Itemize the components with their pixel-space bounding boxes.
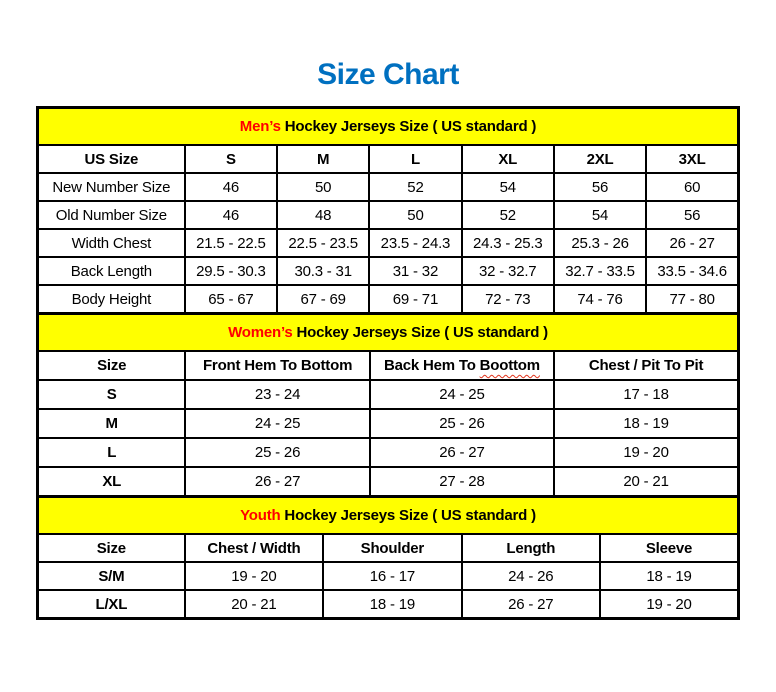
row-label: S/M	[38, 562, 185, 590]
row-label: New Number Size	[38, 173, 185, 201]
mens-section-header	[38, 108, 739, 146]
cell-value: 48	[277, 201, 369, 229]
mens-size-table	[36, 106, 740, 315]
column-header: L	[369, 145, 461, 173]
cell-value: 25 - 26	[185, 438, 369, 467]
cell-value: 31 - 32	[369, 257, 461, 285]
cell-value: 26 - 27	[185, 467, 369, 497]
row-label: L/XL	[38, 590, 185, 619]
row-label: M	[38, 409, 186, 438]
cell-value: 18 - 19	[600, 562, 738, 590]
mens-header-row	[38, 145, 739, 173]
cell-value: 22.5 - 23.5	[277, 229, 369, 257]
row-label: Back Length	[38, 257, 185, 285]
cell-value: 18 - 19	[554, 409, 738, 438]
section-accent-word: Men’s	[239, 118, 281, 135]
size-tables	[36, 106, 740, 620]
cell-value: 26 - 27	[462, 590, 600, 619]
table-row	[38, 380, 739, 409]
cell-value: 30.3 - 31	[277, 257, 369, 285]
section-accent-word: Women’s	[228, 324, 293, 341]
row-label: Old Number Size	[38, 201, 185, 229]
cell-value: 25 - 26	[370, 409, 554, 438]
column-header: Size	[38, 534, 185, 562]
cell-value: 23.5 - 24.3	[369, 229, 461, 257]
section-title-rest: Hockey Jerseys Size ( US standard )	[280, 118, 537, 135]
cell-value: 74 - 76	[554, 285, 646, 314]
cell-value: 21.5 - 22.5	[185, 229, 277, 257]
row-label: S	[38, 380, 186, 409]
column-header: XL	[462, 145, 554, 173]
cell-value: 32 - 32.7	[462, 257, 554, 285]
youth-section-header	[38, 497, 739, 535]
column-header: Size	[38, 351, 186, 380]
table-row	[38, 285, 739, 314]
column-header: Sleeve	[600, 534, 738, 562]
cell-value: 52	[369, 173, 461, 201]
column-header: 2XL	[554, 145, 646, 173]
youth-header-row	[38, 534, 739, 562]
cell-value: 72 - 73	[462, 285, 554, 314]
cell-value: 24 - 26	[462, 562, 600, 590]
column-header: M	[277, 145, 369, 173]
cell-value: 50	[369, 201, 461, 229]
table-row	[38, 467, 739, 497]
youth-section-row	[38, 497, 739, 535]
row-label: L	[38, 438, 186, 467]
page-title: Size Chart	[317, 58, 459, 91]
cell-value: 54	[462, 173, 554, 201]
cell-value: 26 - 27	[370, 438, 554, 467]
row-label: Body Height	[38, 285, 185, 314]
cell-value: 27 - 28	[370, 467, 554, 497]
cell-value: 56	[554, 173, 646, 201]
cell-value: 69 - 71	[369, 285, 461, 314]
misspelled-word: Boottom	[479, 357, 540, 374]
cell-value: 19 - 20	[554, 438, 738, 467]
womens-size-table	[36, 312, 740, 498]
cell-value: 26 - 27	[646, 229, 738, 257]
cell-value: 77 - 80	[646, 285, 738, 314]
womens-section-row	[38, 314, 739, 352]
table-row	[38, 409, 739, 438]
cell-value: 46	[185, 173, 277, 201]
section-title-rest: Hockey Jerseys Size ( US standard )	[280, 507, 536, 524]
column-header: Back Hem To Boottom	[370, 351, 554, 380]
cell-value: 67 - 69	[277, 285, 369, 314]
womens-section-header	[38, 314, 739, 352]
column-header: Shoulder	[323, 534, 461, 562]
cell-value: 19 - 20	[185, 562, 323, 590]
column-header: Chest / Pit To Pit	[554, 351, 738, 380]
cell-value: 56	[646, 201, 738, 229]
cell-value: 32.7 - 33.5	[554, 257, 646, 285]
cell-value: 65 - 67	[185, 285, 277, 314]
cell-value: 20 - 21	[185, 590, 323, 619]
table-row	[38, 201, 739, 229]
cell-value: 24.3 - 25.3	[462, 229, 554, 257]
cell-value: 17 - 18	[554, 380, 738, 409]
cell-value: 19 - 20	[600, 590, 738, 619]
cell-value: 18 - 19	[323, 590, 461, 619]
section-title-rest: Hockey Jerseys Size ( US standard )	[292, 324, 548, 341]
column-header: Chest / Width	[185, 534, 323, 562]
column-header: US Size	[38, 145, 185, 173]
row-label: XL	[38, 467, 186, 497]
cell-value: 46	[185, 201, 277, 229]
cell-value: 20 - 21	[554, 467, 738, 497]
table-row	[38, 257, 739, 285]
cell-value: 23 - 24	[185, 380, 369, 409]
column-header: S	[185, 145, 277, 173]
cell-value: 60	[646, 173, 738, 201]
table-row	[38, 438, 739, 467]
cell-value: 54	[554, 201, 646, 229]
mens-section-row	[38, 108, 739, 146]
cell-value: 24 - 25	[185, 409, 369, 438]
column-header: Length	[462, 534, 600, 562]
table-row	[38, 173, 739, 201]
table-row	[38, 590, 739, 619]
table-row	[38, 562, 739, 590]
cell-value: 16 - 17	[323, 562, 461, 590]
table-row	[38, 229, 739, 257]
cell-value: 25.3 - 26	[554, 229, 646, 257]
cell-value: 33.5 - 34.6	[646, 257, 738, 285]
womens-header-row	[38, 351, 739, 380]
cell-value: 52	[462, 201, 554, 229]
row-label: Width Chest	[38, 229, 185, 257]
section-accent-word: Youth	[240, 507, 281, 524]
cell-value: 50	[277, 173, 369, 201]
youth-size-table	[36, 495, 740, 620]
cell-value: 29.5 - 30.3	[185, 257, 277, 285]
column-header: 3XL	[646, 145, 738, 173]
column-header: Front Hem To Bottom	[185, 351, 369, 380]
cell-value: 24 - 25	[370, 380, 554, 409]
